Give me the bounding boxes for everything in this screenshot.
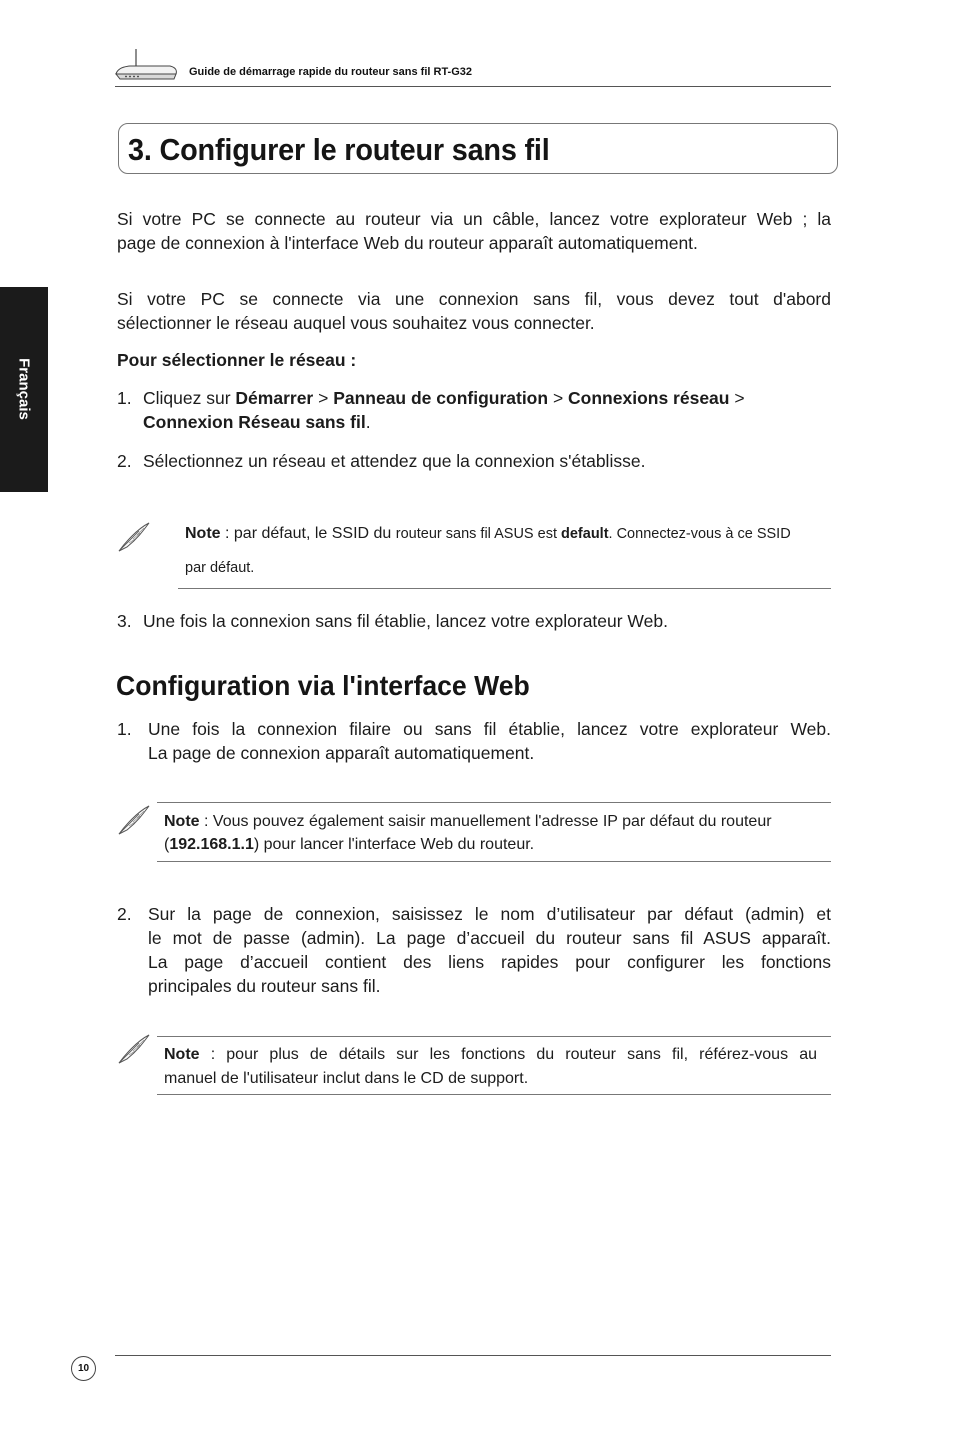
footer-divider [115,1355,831,1356]
feather-pen-icon [115,521,151,553]
note3-bottom-rule [157,1094,831,1095]
note2-line1-text: : Vous pouvez également saisir manuellement l'adresse IP par défaut du routeur [199,813,772,830]
note1-line1 [185,522,791,546]
step3-number: 3. [117,611,132,631]
step3-text: Une fois la connexion sans fil établie, lancez votre explorateur Web. [143,611,668,631]
paragraph-wireless [117,287,831,335]
s2-step1-number: 1. [117,719,132,739]
header-divider [115,86,831,87]
paragraph-wireless-line1: Si votre PC se connecte via une connexion sans fil, vous devez tout d'abord [117,289,831,309]
paragraph-wired [117,207,831,255]
step2-text: Sélectionnez un réseau et attendez que la connexion s'établisse. [143,451,646,471]
note1-line2: par défaut. [185,560,255,576]
paragraph-wired-line2: page de connexion à l'interface Web du routeur apparaît automatiquement. [117,233,698,253]
subheading-select-network: Pour sélectionner le réseau : [117,350,357,370]
step1-connexions: Connexions réseau [568,388,730,408]
note2-ip: 192.168.1.1 [169,836,254,853]
feather-pen-icon [115,1033,151,1065]
note1-label: Note [185,525,221,542]
note2-paren-open: ( [164,836,170,853]
note2-bottom-rule [157,861,831,862]
step1-demarrer: Démarrer [235,388,314,408]
step1-number: 1. [117,388,132,408]
note3-line2: manuel de l'utilisateur inclut dans le CD de support. [164,1070,529,1087]
note1-bottom-rule [178,588,831,589]
s2-step2-number: 2. [117,904,132,924]
s2-step2-text [148,902,831,998]
note3-text [164,1043,817,1091]
note1-text-b: routeur sans fil ASUS est [395,526,561,542]
page-number: 10 [71,1356,96,1381]
step1-sep3: > [729,388,745,408]
step2-number: 2. [117,451,132,471]
s2-step1-line2: La page de connexion apparaît automatiquement. [148,743,535,763]
header-title: Guide de démarrage rapide du routeur sans fil RT-G32 [189,66,473,78]
note3-top-rule [157,1036,831,1037]
section2-title: Configuration via l'interface Web [116,670,530,701]
note2-line2 [164,833,534,857]
language-tab-label: Français [15,358,33,420]
note3-line1: : pour plus de détails sur les fonctions du routeur sans fil, référez-vous au [199,1046,817,1063]
feather-pen-icon [115,804,151,836]
note1-text-c: . Connectez-vous à ce SSID [608,526,791,542]
note2-label: Note [164,813,200,830]
paragraph-wired-line1: Si votre PC se connecte au routeur via un câble, lancez votre explorateur Web ; la [117,209,831,229]
paragraph-wireless-line2: sélectionner le réseau auquel vous souhaitez vous connecter. [117,313,595,333]
s2-step2-line4: principales du routeur sans fil. [148,976,381,996]
step1-connexion-sans-fil: Connexion Réseau sans fil [143,412,366,432]
section-title: 3. Configurer le routeur sans fil [128,132,550,167]
s2-step1-line1: Une fois la connexion filaire ou sans fil établie, lancez votre explorateur Web. [148,719,831,739]
step1-sep1: > [313,388,334,408]
note2-top-rule [157,802,831,803]
step1-sep2: > [548,388,569,408]
step1-text [143,386,843,434]
step1-end: . [365,412,371,432]
note2-line1 [164,810,772,834]
note1-text-a: : par défaut, le SSID du [220,525,396,542]
note1-default: default [561,526,609,542]
s2-step2-line3: La page d’accueil contient des liens rapides pour configurer les fonctions [148,952,831,972]
s2-step2-line2: le mot de passe (admin). La page d’accueil du routeur sans fil ASUS apparaît. [148,928,831,948]
note2-line2-rest: ) pour lancer l'interface Web du routeur. [253,836,535,853]
s2-step2-line1: Sur la page de connexion, saisissez le nom d’utilisateur par défaut (admin) et [148,904,831,924]
step1-panneau: Panneau de configuration [333,388,549,408]
router-icon [112,46,180,86]
step1-prefix: Cliquez sur [143,388,236,408]
note3-label: Note [164,1046,200,1063]
s2-step1-text [148,717,831,765]
